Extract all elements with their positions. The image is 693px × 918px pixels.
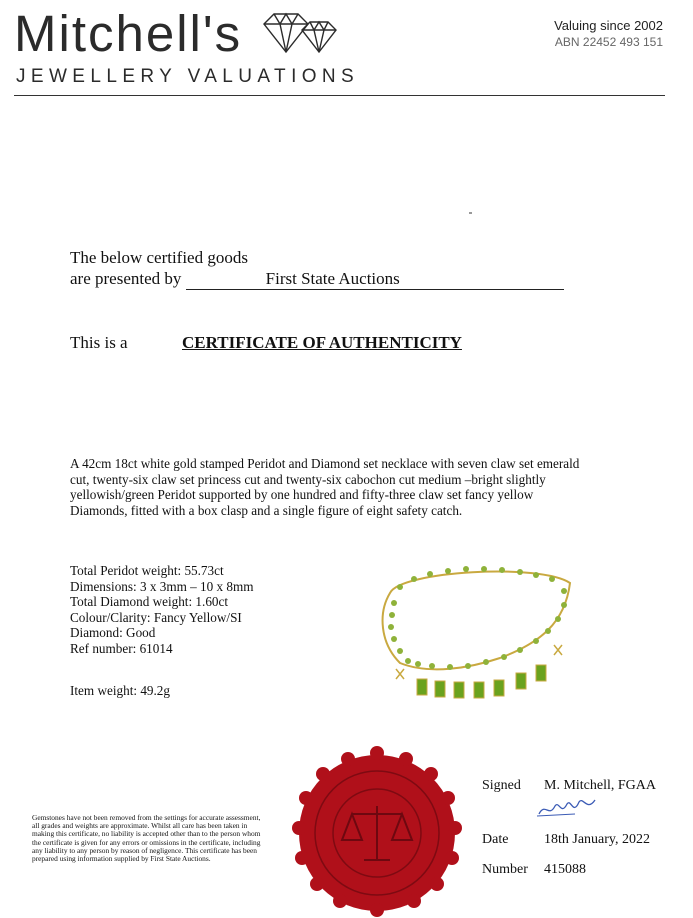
- header-tagline: [554, 18, 663, 49]
- intro-line2: [70, 269, 564, 290]
- presented-by-label: are presented by: [70, 269, 182, 288]
- wax-seal: [282, 738, 472, 918]
- item-weight: Item weight: 49.2g: [70, 683, 170, 698]
- number-label: Number: [482, 862, 528, 877]
- number-row: [482, 862, 586, 878]
- header-divider: [14, 95, 665, 96]
- item-description: A 42cm 18ct white gold stamped Peridot and Diamond set necklace with seven claw set emerald cut, twenty-six claw set princess cut and twenty-six cabochon cut medium –bright slightly yellowish/green Peridot supported by one hundred and fifty-three claw set fancy yellow Diamonds, fitted with a box clasp and a single figure of eight safety catch.: [70, 456, 580, 518]
- signature-mark: [535, 796, 605, 820]
- disclaimer-text: Gemstones have not been removed from the settings for accurate assessment, all grades and weights are approximate. Whilst all care has been taken in making this certificate, no liability is accepted other than to the person whom the certificate is given for any errors or omissions in the certificate, including any liability to any person by reason of negligence. This certificate has been prepared using information supplied by First State Auctions.: [32, 813, 261, 864]
- brand-name: Mitchell's: [14, 5, 243, 62]
- necklace-photo: [370, 563, 580, 713]
- presenter-field: [186, 269, 564, 290]
- date-row: [482, 832, 650, 848]
- intro-line1: The below certified goods: [70, 248, 248, 267]
- spec-ref-number: Ref number: 61014: [70, 640, 173, 656]
- spec-diamond-grade: Diamond: Good: [70, 625, 156, 641]
- spec-peridot-weight: Total Peridot weight: 55.73ct: [70, 563, 224, 578]
- date-value: 18th January, 2022: [544, 832, 651, 847]
- signed-row: [482, 778, 656, 794]
- abn-text: ABN 22452 493 151: [554, 35, 663, 49]
- brand-subtitle: JEWELLERY VALUATIONS: [16, 66, 360, 87]
- signed-label: Signed: [482, 778, 521, 793]
- presenter-name: First State Auctions: [265, 269, 400, 288]
- signed-value: M. Mitchell, FGAA: [544, 778, 656, 793]
- certificate-title: CERTIFICATE OF AUTHENTICITY: [182, 333, 462, 352]
- date-label: Date: [482, 832, 509, 847]
- tagline-text: Valuing since 2002: [554, 18, 663, 33]
- speck: [469, 212, 472, 214]
- spec-dimensions: Dimensions: 3 x 3mm – 10 x 8mm: [70, 578, 254, 594]
- spec-colour-clarity: Colour/Clarity: Fancy Yellow/SI: [70, 609, 242, 625]
- spec-diamond-weight: Total Diamond weight: 1.60ct: [70, 594, 229, 610]
- diamonds-icon: [258, 8, 340, 58]
- number-value: 415088: [544, 862, 586, 877]
- this-is-label: This is a: [70, 333, 128, 352]
- specs-list: [70, 563, 254, 657]
